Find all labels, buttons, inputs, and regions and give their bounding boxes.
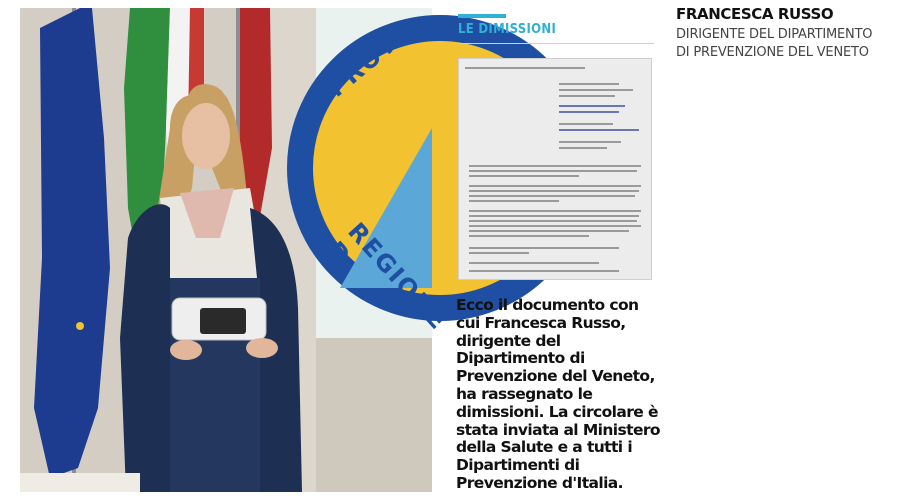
photo-caption: Ecco il documento con cui Francesca Russo, dirigente del Dipartimento di Prevenzione del Veneto, ha rassegnato le dimissioni. La circolare è stata inviata al Ministero della Salute e a tutti i Dipartimenti di Prevenzione d'Italia. <box>456 296 660 492</box>
banner-text-bottom: REGIONE D <box>321 217 453 336</box>
person-role: DIRIGENTE DEL DIPARTIMENTO DI PREVENZIONE DEL VENETO <box>676 27 873 60</box>
article-photo <box>20 8 453 492</box>
kicker-divider <box>458 43 654 44</box>
resignation-document-image <box>458 58 652 280</box>
kicker-accent-bar <box>458 14 506 18</box>
banner-text-top: PROTE <box>322 17 417 103</box>
section-kicker: LE DIMISSIONI <box>458 22 557 37</box>
person-name: FRANCESCA RUSSO <box>676 5 834 23</box>
